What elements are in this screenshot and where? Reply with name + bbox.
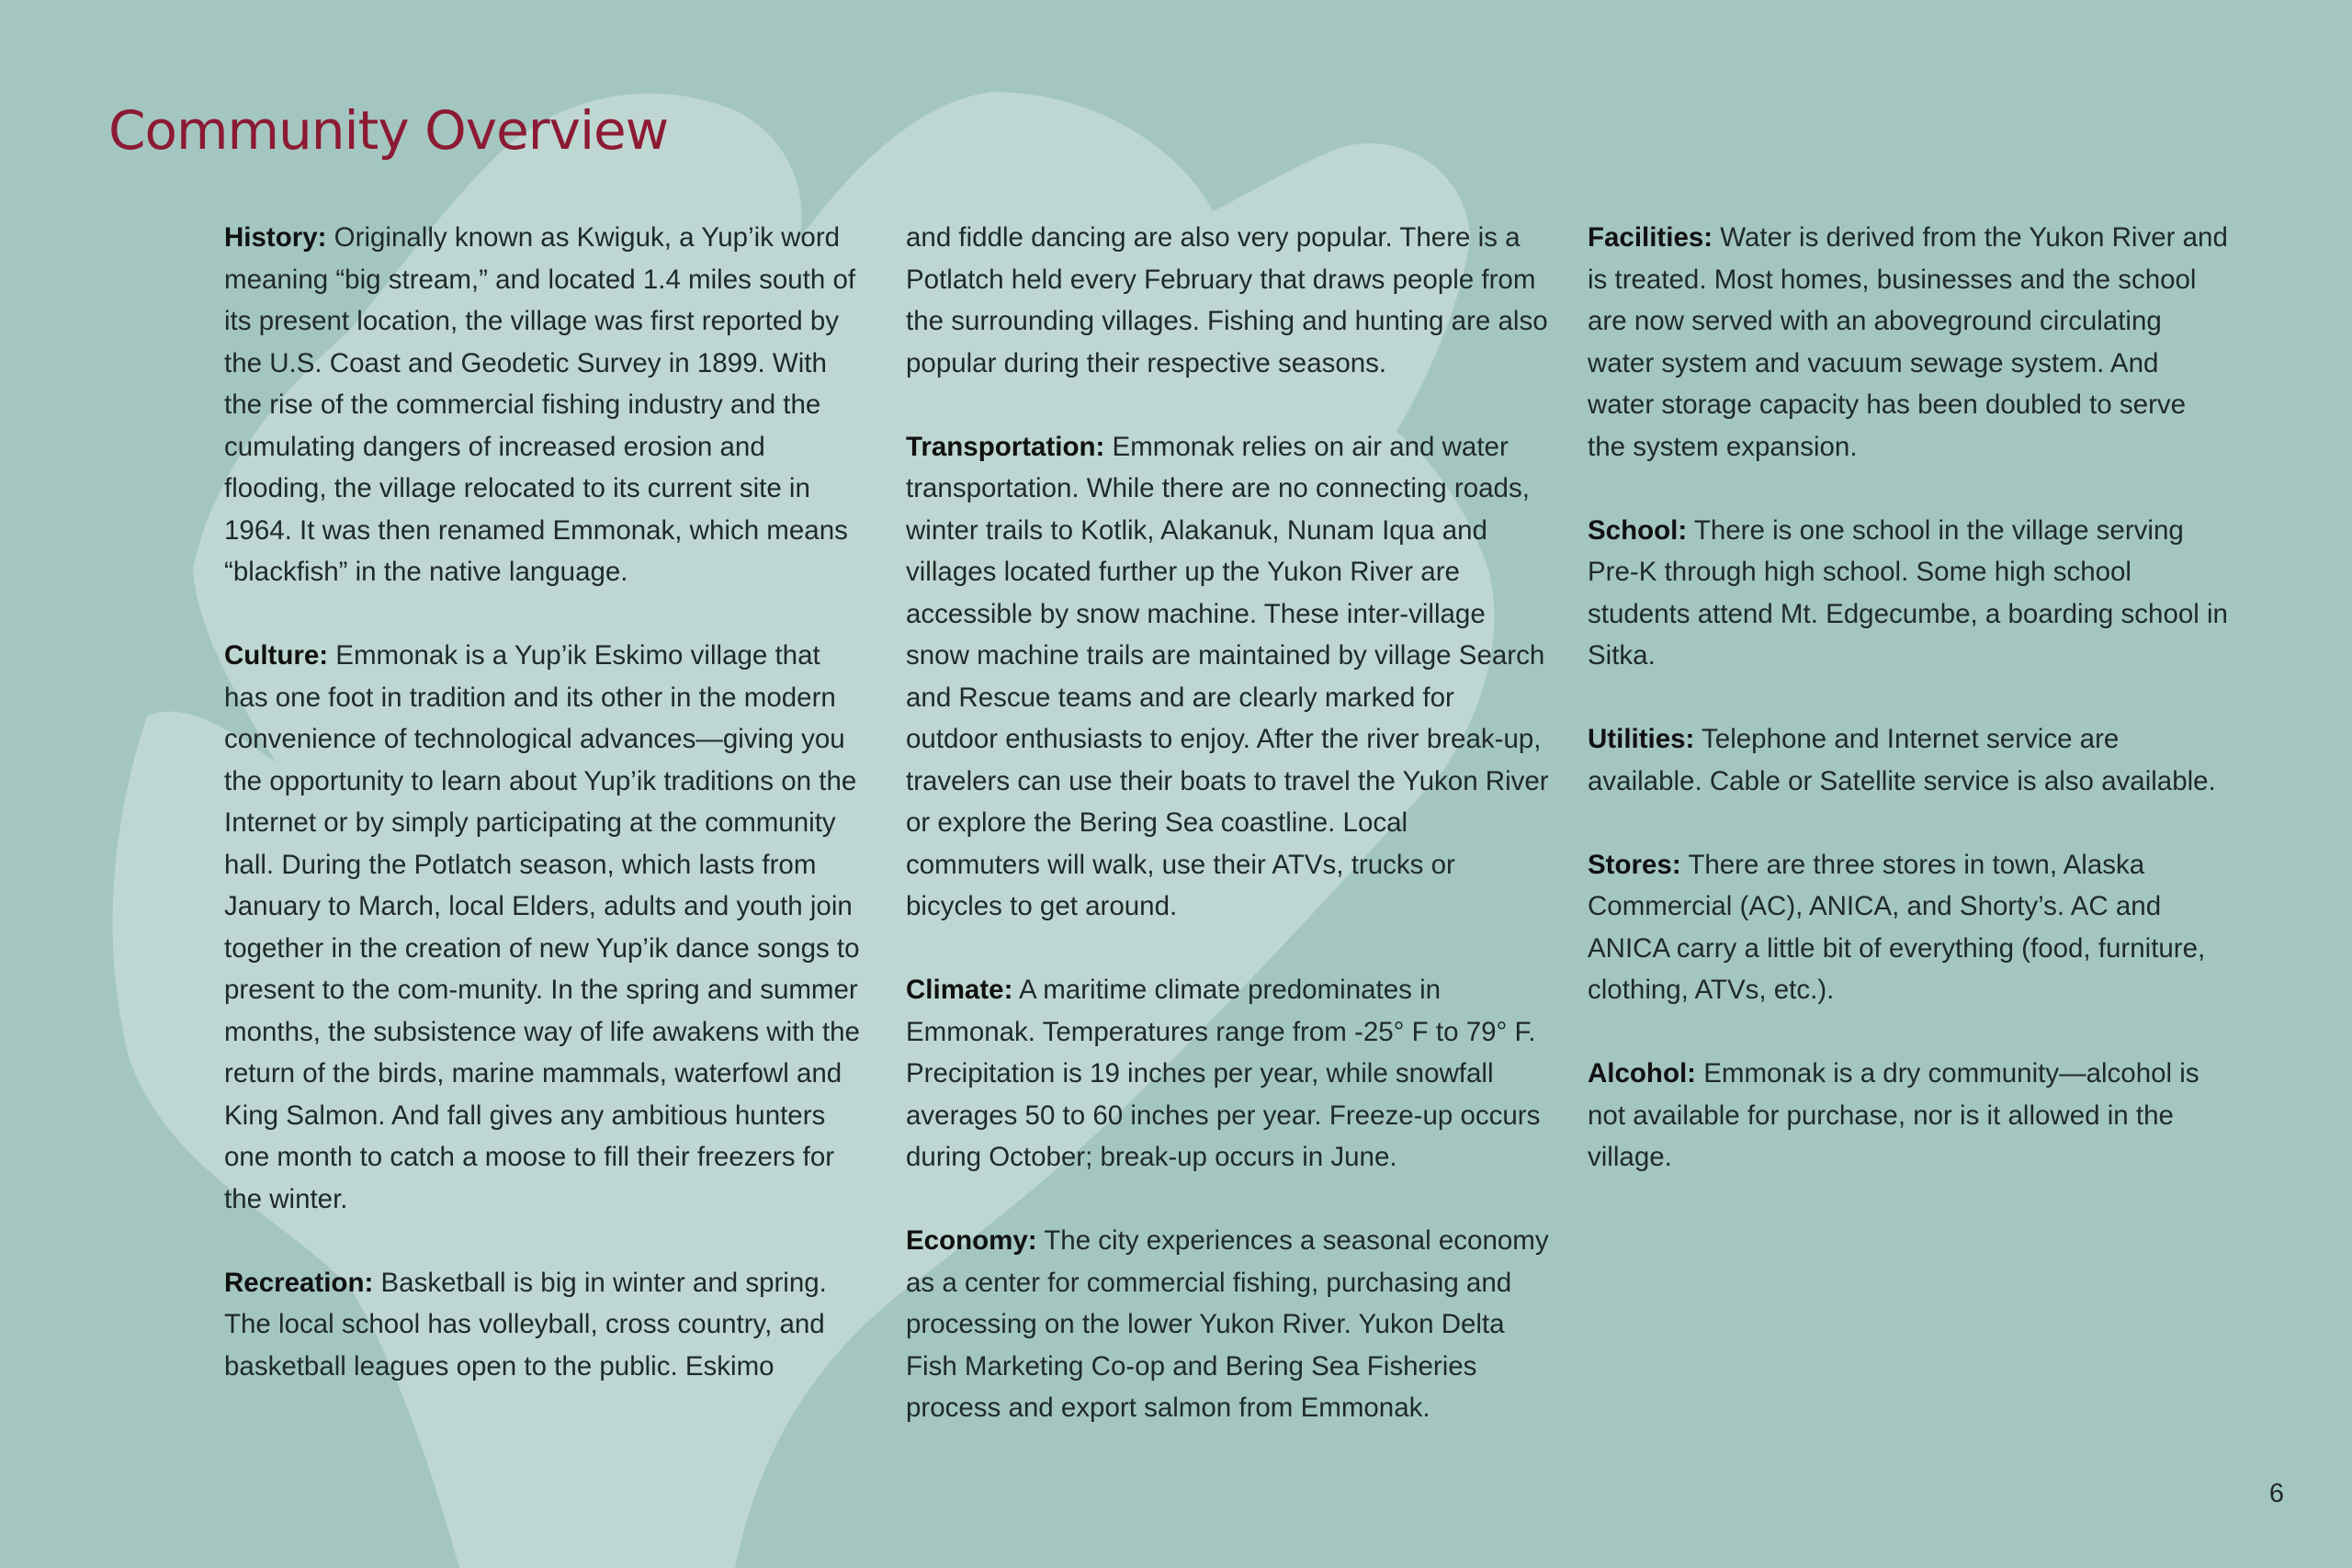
recreation-paragraph — [224, 1262, 867, 1388]
facilities-text: Water is derived from the Yukon River and is treated. Most homes, businesses and the school are now served with an aboveground circulating water system and vacuum sewage system. And water storage capacity has been doubled to serve the system expansion. — [1588, 222, 2228, 462]
alcohol-label: Alcohol: — [1588, 1058, 1696, 1089]
utilities-paragraph — [1588, 718, 2231, 802]
culture-label: Culture: — [224, 640, 329, 671]
history-paragraph — [224, 217, 867, 593]
recreation-continuation-paragraph — [906, 217, 1549, 384]
recreation-continuation-text: and fiddle dancing are also very popular. There is a Potlatch held every February that draws people from the surrounding villages. Fishing and hunting are also popular during their respective seasons. — [906, 222, 1548, 378]
stores-label: Stores: — [1588, 849, 1681, 880]
economy-label: Economy: — [906, 1225, 1037, 1256]
school-text: There is one school in the village serving Pre-K through high school. Some high school students attend Mt. Edgecumbe, a boarding school in Sitka. — [1588, 514, 2228, 671]
economy-text: The city experiences a seasonal economy as a center for commercial fishing, purchasing and processing on the lower Yukon River. Yukon Delta Fish Marketing Co-op and Bering Sea Fisheries process and export salmon from Emmonak. — [906, 1225, 1549, 1423]
text-column-3 — [1588, 217, 2231, 1220]
culture-text: Emmonak is a Yup’ik Eskimo village that has one foot in tradition and its other in the modern convenience of technological advances—giving you the opportunity to learn about Yup’ik traditions on the Internet or by simply participating at the community hall. During the Potlatch season, which lasts from January to March, local Elders, adults and youth join together in the creation of new Yup’ik dance songs to present to the com-munity. In the spring and summer months, the subsistence way of life awakens with the return of the birds, marine mammals, waterfowl and King Salmon. And fall gives any ambitious hunters one month to catch a moose to fill their freezers for the winter. — [224, 640, 860, 1214]
text-column-1 — [224, 217, 867, 1429]
climate-paragraph — [906, 969, 1549, 1179]
stores-paragraph — [1588, 844, 2231, 1011]
transportation-text: Emmonak relies on air and water transportation. While there are no connecting roads, winter trails to Kotlik, Alakanuk, Nunam Iqua and villages located further up the Yukon River are accessible by snow machine. These inter-village snow machine trails are maintained by village Search and Rescue teams and are clearly marked for outdoor enthusiasts to enjoy. After the river break-up, travelers can use their boats to travel the Yukon River or explore the Bering Sea coastline. Local commuters will walk, use their ATVs, trucks or bicycles to get around. — [906, 431, 1549, 921]
school-paragraph — [1588, 510, 2231, 677]
text-column-2 — [906, 217, 1549, 1471]
recreation-label: Recreation: — [224, 1267, 374, 1298]
climate-label: Climate: — [906, 975, 1013, 1005]
stores-text: There are three stores in town, Alaska Commercial (AC), ANICA, and Shorty’s. AC and ANICA carry a little bit of everything (food, furniture, clothing, ATVs, etc.). — [1588, 849, 2206, 1005]
transportation-label: Transportation: — [906, 431, 1105, 462]
history-text: Originally known as Kwiguk, a Yup’ik word meaning “big stream,” and located 1.4 miles south of its present location, the village was first reported by the U.S. Coast and Geodetic Survey in 1899. With the rise of the commercial fishing industry and the cumulating dangers of increased erosion and flooding, the village relocated to its current site in 1964. It was then renamed Emmonak, which means “blackfish” in the native language. — [224, 222, 856, 587]
culture-paragraph — [224, 635, 867, 1220]
recreation-text: Basketball is big in winter and spring. The local school has volleyball, cross country, and basketball leagues open to the public. Eskimo — [224, 1267, 827, 1382]
facilities-label: Facilities: — [1588, 222, 1713, 253]
utilities-text: Telephone and Internet service are available. Cable or Satellite service is also available. — [1588, 724, 2216, 796]
facilities-paragraph — [1588, 217, 2231, 468]
economy-paragraph — [906, 1220, 1549, 1429]
transportation-paragraph — [906, 426, 1549, 928]
climate-text: A maritime climate predominates in Emmonak. Temperatures range from -25° F to 79° F. Precipitation is 19 inches per year, while snowfall averages 50 to 60 inches per year. Freeze-up occurs during October; break-up occurs in June. — [906, 975, 1541, 1172]
page-number: 6 — [2268, 1479, 2284, 1508]
page-title: Community Overview — [108, 99, 669, 162]
alcohol-text: Emmonak is a dry community—alcohol is not available for purchase, nor is it allowed in the village. — [1588, 1058, 2199, 1172]
alcohol-paragraph — [1588, 1053, 2231, 1179]
utilities-label: Utilities: — [1588, 724, 1695, 754]
school-label: School: — [1588, 514, 1688, 546]
history-label: History: — [224, 222, 327, 253]
